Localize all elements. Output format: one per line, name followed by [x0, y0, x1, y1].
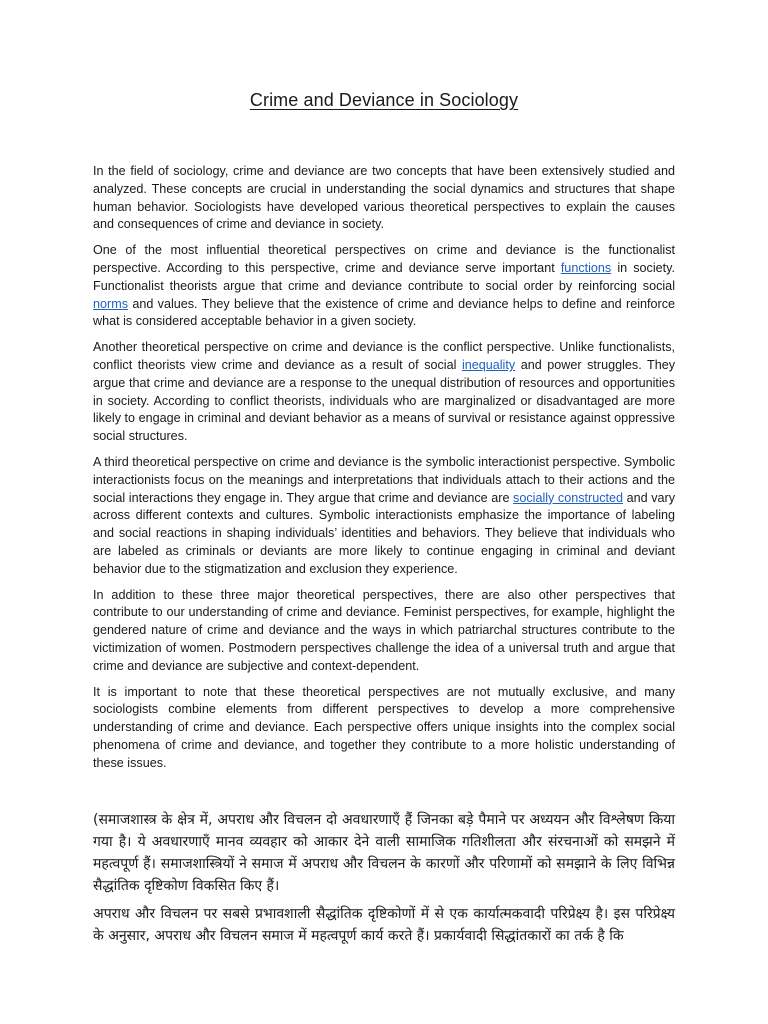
- paragraph-text: and values. They believe that the existence of crime and deviance helps to define and reinforce what is considered acceptable behavior in a given society.: [93, 296, 675, 329]
- document-page: [93, 84, 675, 953]
- inline-link[interactable]: functions: [560, 260, 612, 275]
- english-body: [93, 163, 675, 773]
- body-paragraph: [93, 163, 675, 234]
- hindi-paragraph: अपराध और विचलन पर सबसे प्रभावशाली सैद्धांतिक दृष्टिकोणों में से एक कार्यात्मकवादी परिप्रेक्ष्य है। इस परिप्रेक्ष्य के अनुसार, अपराध और विचलन समाज में महत्वपूर्ण कार्य करते हैं। प्रकार्यवादी सिद्धांतकारों का तर्क है कि: [93, 905, 675, 944]
- paragraph-text: Another theoretical perspective on crime and deviance is the conflict perspective. Unlike functionalists, conflict theorists view crime and deviance as a result of social: [93, 340, 675, 372]
- body-paragraph: [93, 587, 675, 676]
- body-paragraph: [93, 684, 675, 773]
- paragraph-text: in society. Functionalist theorists argue that crime and deviance contribute to social order by reinforcing social: [93, 260, 675, 293]
- paragraph-text: and vary across different contexts and cultures. Symbolic interactionists emphasize the importance of labeling and social reactions in shaping individuals’ identities and behaviors. They believe that individuals who are labeled as criminals or deviants are more likely to continue engaging in criminal and deviant behavior due to the stigmatization and exclusion they experience.: [93, 490, 675, 576]
- body-paragraph: [93, 339, 675, 446]
- inline-link[interactable]: inequality: [461, 357, 516, 372]
- hindi-paragraph: (समाजशास्त्र के क्षेत्र में, अपराध और विचलन दो अवधारणाएँ हैं जिनका बड़े पैमाने पर अध्ययन और विश्लेषण किया गया है। ये अवधारणाएँ मानव व्यवहार को आकार देने वाली सामाजिक गतिशीलता और संरचनाओं को समझने में महत्वपूर्ण हैं। समाजशास्त्रियों ने समाज में अपराध और विचलन के कारणों और परिणामों को समझाने के लिए विभिन्न सैद्धांतिक दृष्टिकोण विकसित किए हैं।: [93, 811, 675, 894]
- body-paragraph: [93, 242, 675, 331]
- paragraph-text: One of the most influential theoretical perspectives on crime and deviance is the functionalist perspective. According to this perspective, crime and deviance serve important: [93, 243, 675, 275]
- page-title: Crime and Deviance in Sociology: [249, 90, 519, 110]
- inline-link[interactable]: socially constructed: [513, 490, 624, 505]
- hindi-body: [93, 809, 675, 947]
- inline-link[interactable]: norms: [93, 296, 128, 311]
- paragraph-text: A third theoretical perspective on crime and deviance is the symbolic interactionist perspective. Symbolic interactionists focus on the meanings and interpretations that individuals attach to their actions and the social interactions they engage in. They argue that crime and deviance are: [93, 454, 675, 505]
- paragraph-text: In addition to these three major theoretical perspectives, there are also other perspectives that contribute to our understanding of crime and deviance. Feminist perspectives, for example, highlight the gendered nature of crime and deviance and the ways in which patriarchal structures contribute to the victimization of women. Postmodern perspectives challenge the idea of a universal truth and argue that crime and deviance are subjective and context-dependent.: [93, 587, 675, 673]
- paragraph-text: and power struggles. They argue that crime and deviance are a response to the unequal distribution of resources and opportunities in society. According to conflict theorists, individuals who are marginalized or disadvantaged are more likely to engage in criminal and deviant behavior as a means of survival or resistance against oppressive social structures.: [93, 357, 675, 444]
- paragraph-text: It is important to note that these theoretical perspectives are not mutually exclusive, and many sociologists combine elements from different perspectives to develop a more comprehensive understanding of crime and deviance. Each perspective offers unique insights into the complex social phenomena of crime and deviance, and together they contribute to a more holistic understanding of these issues.: [93, 684, 675, 770]
- body-paragraph: [93, 454, 675, 579]
- paragraph-text: In the field of sociology, crime and deviance are two concepts that have been extensively studied and analyzed. These concepts are crucial in understanding the social dynamics and structures that shape human behavior. Sociologists have developed various theoretical perspectives to explain the causes and consequences of crime and deviance in society.: [93, 164, 675, 232]
